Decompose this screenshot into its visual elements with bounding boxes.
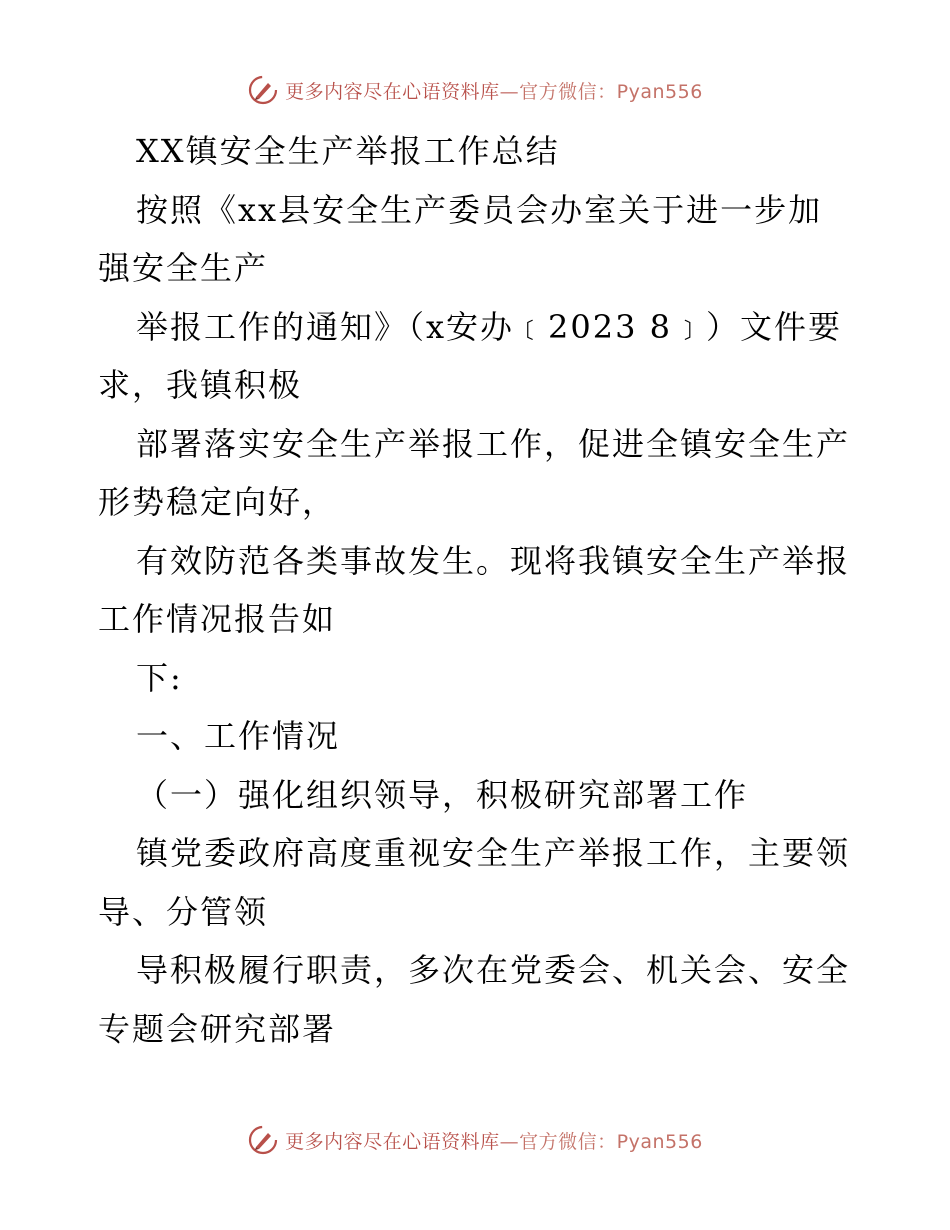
doc-title: XX镇安全生产举报工作总结 xyxy=(136,132,560,170)
banner-dash: — xyxy=(499,80,520,103)
doc-line: 部署落实安全生产举报工作，促进全镇安全生产 xyxy=(136,424,851,463)
document-body xyxy=(98,122,858,1058)
subsection-heading: （一）强化组织领导，积极研究部署工作 xyxy=(136,775,749,814)
banner-text xyxy=(285,1127,703,1154)
header-watermark-banner xyxy=(0,70,950,110)
doc-line: 专题会研究部署 xyxy=(98,1009,337,1048)
doc-line: 下: xyxy=(136,658,183,697)
doc-line: 镇党委政府高度重视安全生产举报工作，主要领 xyxy=(136,834,851,872)
banner-site-text: 更多内容尽在心语资料库 xyxy=(285,1130,500,1153)
doc-line: 举报工作的通知》（x安办﹝2023 8﹞）文件要 xyxy=(136,307,843,346)
banner-wechat-text: 官方微信：Pyan556 xyxy=(519,1130,703,1153)
doc-line: 有效防范各类事故发生。现将我镇安全生产举报 xyxy=(136,541,851,580)
doc-line: 强安全生产 xyxy=(98,249,269,287)
banner-site-text: 更多内容尽在心语资料库 xyxy=(285,80,500,103)
doc-line: 求，我镇积极 xyxy=(98,366,303,404)
doc-line: 导、分管领 xyxy=(98,892,269,931)
pen-logo-icon xyxy=(247,1124,279,1156)
section-heading: 一、工作情况 xyxy=(136,717,341,755)
doc-line: 工作情况报告如 xyxy=(98,600,337,638)
doc-line: 形势稳定向好， xyxy=(98,483,337,521)
banner-text xyxy=(285,77,703,104)
banner-dash: — xyxy=(499,1130,520,1153)
banner-wechat-text: 官方微信：Pyan556 xyxy=(519,80,703,103)
footer-watermark-banner xyxy=(0,1120,950,1160)
doc-line: 按照《xx县安全生产委员会办室关于进一步加 xyxy=(136,190,823,229)
pen-logo-icon xyxy=(247,74,279,106)
doc-line: 导积极履行职责，多次在党委会、机关会、安全 xyxy=(136,951,851,989)
